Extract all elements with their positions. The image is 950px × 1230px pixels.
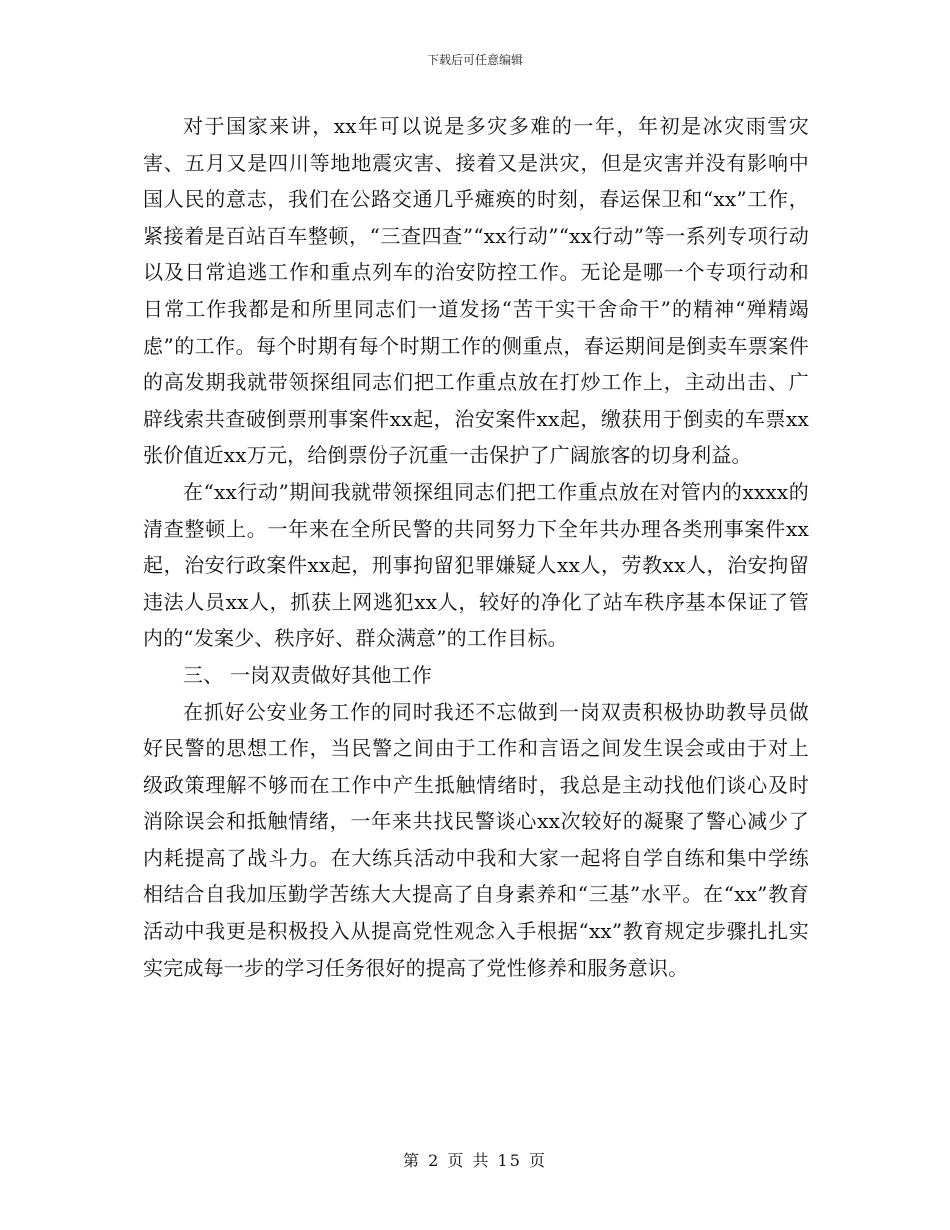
document-body (143, 108, 809, 986)
paragraph-disaster-work: 对于国家来讲，xx年可以说是多灾多难的一年，年初是冰灾雨雪灾害、五月又是四川等地地震灾害、接着又是洪灾，但是灾害并没有影响中国人民的意志，我们在公路交通几乎瘫痪的时刻，春运保卫和“xx”工作，紧接着是百站百车整顿，“三查四查”“xx行动”“xx行动”等一系列专项行动以及日常追逃工作和重点列车的治安防控工作。无论是哪一个专项行动和日常工作我都是和所里同志们一道发扬“苦干实干舍命干”的精神“殚精竭虑”的工作。每个时期有每个时期工作的侧重点，春运期间是倒卖车票案件的高发期我就带领探组同志们把工作重点放在打炒工作上，主动出击、广辟线索共查破倒票刑事案件xx起，治安案件xx起，缴获用于倒卖的车票xx张价值近xx万元，给倒票份子沉重一击保护了广阔旅客的切身利益。 (143, 114, 809, 468)
paragraph-ideological-work: 在抓好公安业务工作的同时我还不忘做到一岗双责积极协助教导员做好民警的思想工作，当民警之间由于工作和言语之间发生误会或由于对上级政策理解不够而在工作中产生抵触情绪时，我总是主动找他们谈心及时消除误会和抵触情绪，一年来共找民警谈心xx次较好的凝聚了警心减少了内耗提高了战斗力。在大练兵活动中我和大家一起将自学自练和集中学练相结合自我加压勤学苦练大大提高了自身素养和“三基”水平。在“xx”教育活动中我更是积极投入从提高党性观念入手根据“xx”教育规定步骤扎扎实实完成每一步的学习任务很好的提高了党性修养和服务意识。 (143, 699, 809, 980)
paragraph-xx-action: 在“xx行动”期间我就带领探组同志们把工作重点放在对管内的xxxx的清查整顿上。一年来在全所民警的共同努力下全年共办理各类刑事案件xx起，治安行政案件xx起，刑事拘留犯罪嫌疑人xx人，劳教xx人，治安拘留违法人员xx人，抓获上网逃犯xx人，较好的净化了站车秩序基本保证了管内的“发案少、秩序好、群众满意”的工作目标。 (143, 479, 809, 651)
section-heading-other-work: 三、 一岗双责做好其他工作 (183, 662, 432, 687)
page-header-note: 下载后可任意编辑 (426, 53, 523, 67)
page-number-footer: 第 2 页 共 15 页 (403, 1151, 547, 1170)
